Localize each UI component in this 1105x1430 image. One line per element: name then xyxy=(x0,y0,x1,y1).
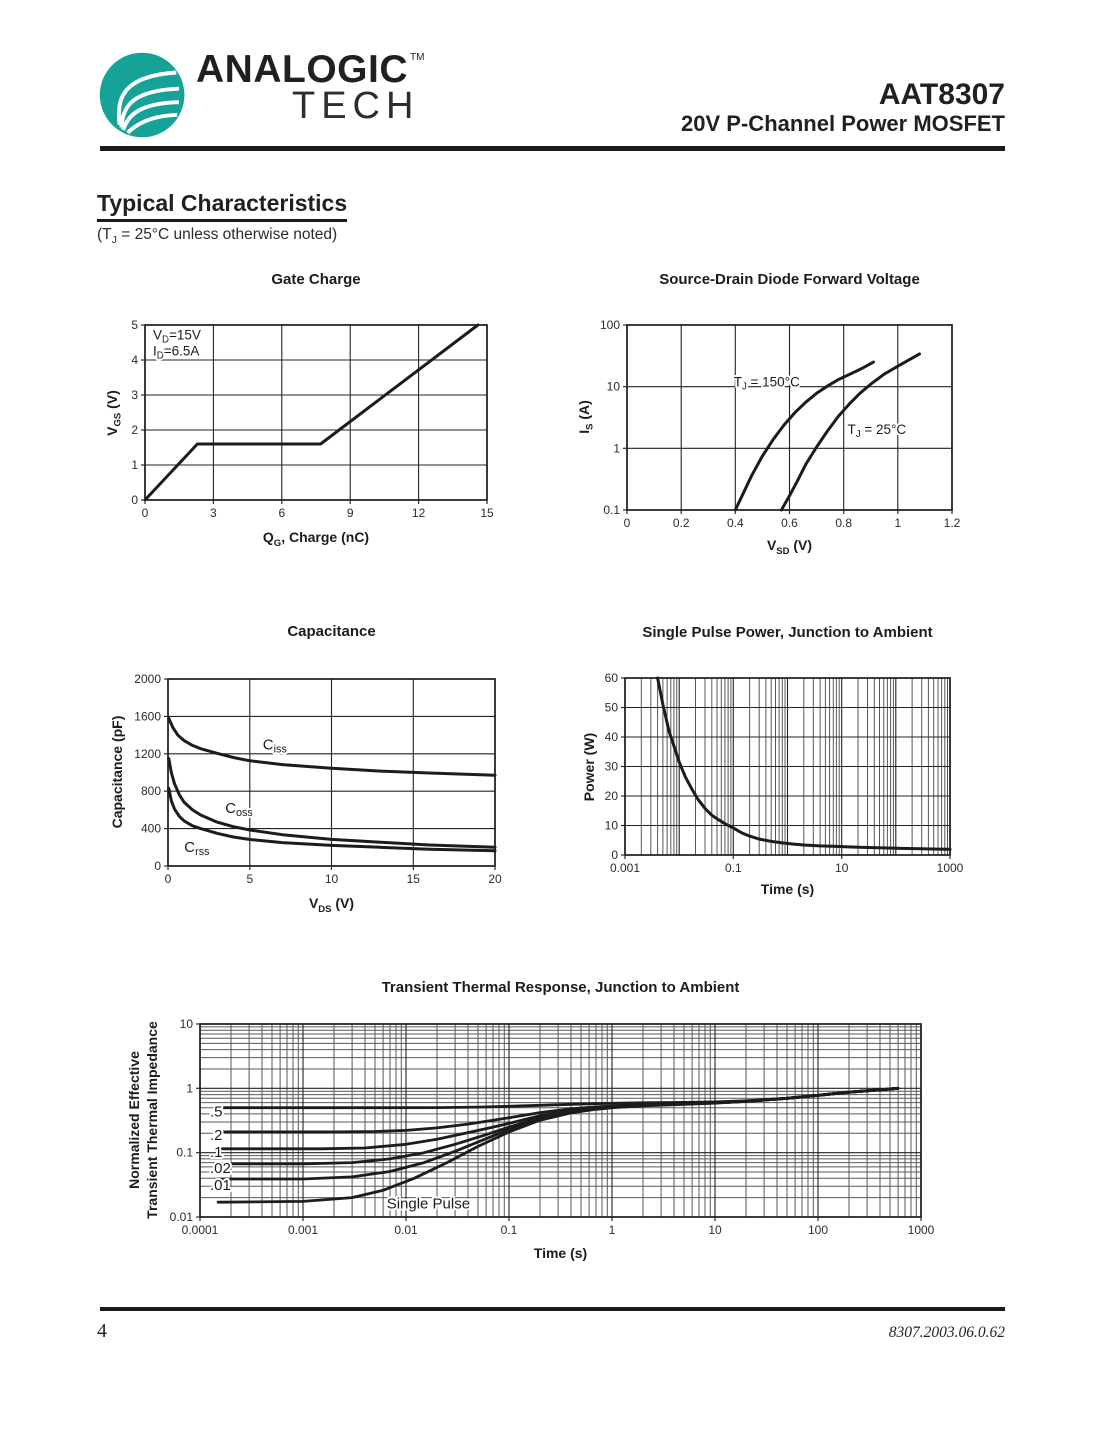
x-tick-label: 1 xyxy=(608,1223,616,1237)
capacitance-y-axis-title: Capacitance (pF) xyxy=(108,715,125,829)
annotation: $C_{rss}$ xyxy=(184,839,210,859)
x-tick-label: 0.01 xyxy=(394,1223,418,1237)
y-tick-label: 0 xyxy=(611,848,618,862)
x-tick-label: 0 xyxy=(623,516,631,530)
annotation: $C_{iss}$ xyxy=(262,736,287,756)
x-tick-label: 0.6 xyxy=(781,516,798,530)
annotation: $I_D=6.5A$ xyxy=(153,343,200,362)
annotation: .1 xyxy=(210,1143,223,1161)
y-tick-label: 10 xyxy=(606,379,620,394)
annotation: .01 xyxy=(210,1176,231,1194)
x-tick-label: 1 xyxy=(894,516,902,530)
pulse-power-x-axis-title: Time (s) xyxy=(760,881,815,897)
brand-wordmark xyxy=(196,50,424,125)
y-tick-label: 20 xyxy=(604,789,618,803)
header-rule xyxy=(100,146,1005,151)
x-tick-label: 0 xyxy=(164,872,172,886)
annotation: $T_J = 150^\circ C$ xyxy=(733,374,800,393)
y-tick-label: 5 xyxy=(131,318,138,332)
transient-title: Transient Thermal Response, Junction to Ambient xyxy=(381,979,740,996)
x-tick-label: 0.001 xyxy=(287,1223,319,1237)
trademark-symbol: TM xyxy=(410,52,425,63)
y-tick-label: 4 xyxy=(131,353,138,367)
y-tick-label: 10 xyxy=(604,818,618,833)
annotation: $C_{oss}$ xyxy=(225,799,253,819)
section-condition-note: ($T_J = 25^\circ C$ unless otherwise noted) xyxy=(97,226,338,247)
x-tick-label: 100 xyxy=(807,1223,829,1237)
source-drain-y-axis-title: $I_S$ (A) xyxy=(575,400,596,434)
x-tick-label: 0.001 xyxy=(609,861,641,875)
brand-name-analogic: ANALOGIC xyxy=(196,48,408,91)
y-tick-label: 3 xyxy=(131,388,138,402)
y-tick-label: 1 xyxy=(186,1081,193,1096)
x-tick-label: 15 xyxy=(480,506,494,520)
transient-chart xyxy=(95,1000,1010,1260)
y-tick-label: 30 xyxy=(604,759,618,774)
y-tick-label: 2 xyxy=(131,423,138,437)
y-tick-label: 40 xyxy=(604,730,618,744)
pulse-power-y-axis-title: Power (W) xyxy=(580,732,597,802)
x-tick-label: 20 xyxy=(488,872,502,886)
analogictech-logo-mark-icon xyxy=(98,50,188,140)
x-tick-label: 15 xyxy=(406,872,420,886)
transient-y-axis-title: Normalized Effective Transient Thermal Impedance xyxy=(125,1021,160,1219)
pulse-power-chart xyxy=(570,646,1010,911)
x-tick-label: 0.4 xyxy=(726,516,744,530)
gate-charge-y-axis-title: $V_{GS}$ (V) xyxy=(103,390,124,436)
page-number: 4 xyxy=(97,1320,107,1342)
x-tick-label: 0.0001 xyxy=(181,1223,219,1237)
transient-x-axis-title: Time (s) xyxy=(533,1245,588,1261)
x-tick-label: 1000 xyxy=(907,1223,935,1237)
gate-charge-title: Gate Charge xyxy=(271,271,361,288)
y-tick-label: 0 xyxy=(131,493,138,507)
x-tick-label: 10 xyxy=(324,872,339,886)
x-tick-label: 5 xyxy=(246,872,254,886)
y-tick-label: 1 xyxy=(131,458,138,472)
pulse-power-title: Single Pulse Power, Junction to Ambient xyxy=(642,624,933,641)
product-title: 20V P-Channel Power MOSFET xyxy=(681,111,1005,136)
x-tick-label: 10 xyxy=(835,861,849,875)
y-tick-label: 1 xyxy=(613,441,620,456)
x-tick-label: 0.1 xyxy=(724,861,742,875)
x-tick-label: 6 xyxy=(278,506,286,520)
x-tick-label: 3 xyxy=(210,506,217,520)
y-tick-label: 0.1 xyxy=(176,1145,193,1160)
part-number: AAT8307 xyxy=(878,78,1005,111)
x-tick-label: 0.2 xyxy=(672,516,690,530)
x-tick-label: 1.2 xyxy=(943,516,961,530)
y-tick-label: 100 xyxy=(599,318,620,332)
x-tick-label: 0.8 xyxy=(835,516,853,530)
capacitance-chart xyxy=(95,648,520,928)
gate-charge-chart xyxy=(95,295,515,565)
x-tick-label: 12 xyxy=(411,506,426,520)
x-tick-label: 1000 xyxy=(936,861,964,875)
section-heading: Typical Characteristics xyxy=(97,190,347,222)
y-tick-label: 0.1 xyxy=(603,503,620,517)
y-tick-label: 0 xyxy=(154,859,161,873)
y-tick-label: 60 xyxy=(604,671,618,685)
source-drain-title: Source-Drain Diode Forward Voltage xyxy=(659,271,920,288)
source-drain-x-axis-title: $V_{SD}$ (V) xyxy=(766,537,813,557)
capacitance-x-axis-title: $V_{DS}$ (V) xyxy=(308,895,355,915)
y-tick-label: 1200 xyxy=(134,746,161,761)
annotation: $V_D=15V$ xyxy=(153,327,201,346)
annotation: Single Pulse xyxy=(386,1195,471,1213)
annotation: $T_J = 25^\circ C$ xyxy=(847,421,907,440)
y-tick-label: 400 xyxy=(140,821,161,836)
y-tick-label: 10 xyxy=(179,1017,193,1031)
analogictech-logo xyxy=(98,50,424,140)
x-tick-label: 0 xyxy=(141,506,149,520)
source-drain-chart xyxy=(570,295,1010,570)
y-tick-label: 800 xyxy=(140,784,161,799)
gate-charge-x-axis-title: $Q_G$, Charge (nC) xyxy=(262,529,370,549)
x-tick-label: 0.1 xyxy=(500,1223,518,1237)
document-code: 8307.2003.06.0.62 xyxy=(888,1324,1005,1341)
annotation: .2 xyxy=(210,1127,223,1144)
y-tick-label: 0.01 xyxy=(169,1210,193,1224)
y-tick-label: 1600 xyxy=(134,709,161,724)
annotation: .5 xyxy=(210,1103,223,1121)
x-tick-label: 9 xyxy=(346,506,354,520)
capacitance-title: Capacitance xyxy=(287,623,376,640)
y-tick-label: 50 xyxy=(604,700,618,715)
x-tick-label: 10 xyxy=(708,1223,722,1237)
annotation: .02 xyxy=(210,1160,231,1178)
document-header xyxy=(681,78,1005,137)
y-tick-label: 2000 xyxy=(134,672,161,686)
footer-rule xyxy=(100,1307,1005,1311)
brand-name-tech: TECH xyxy=(292,85,420,127)
